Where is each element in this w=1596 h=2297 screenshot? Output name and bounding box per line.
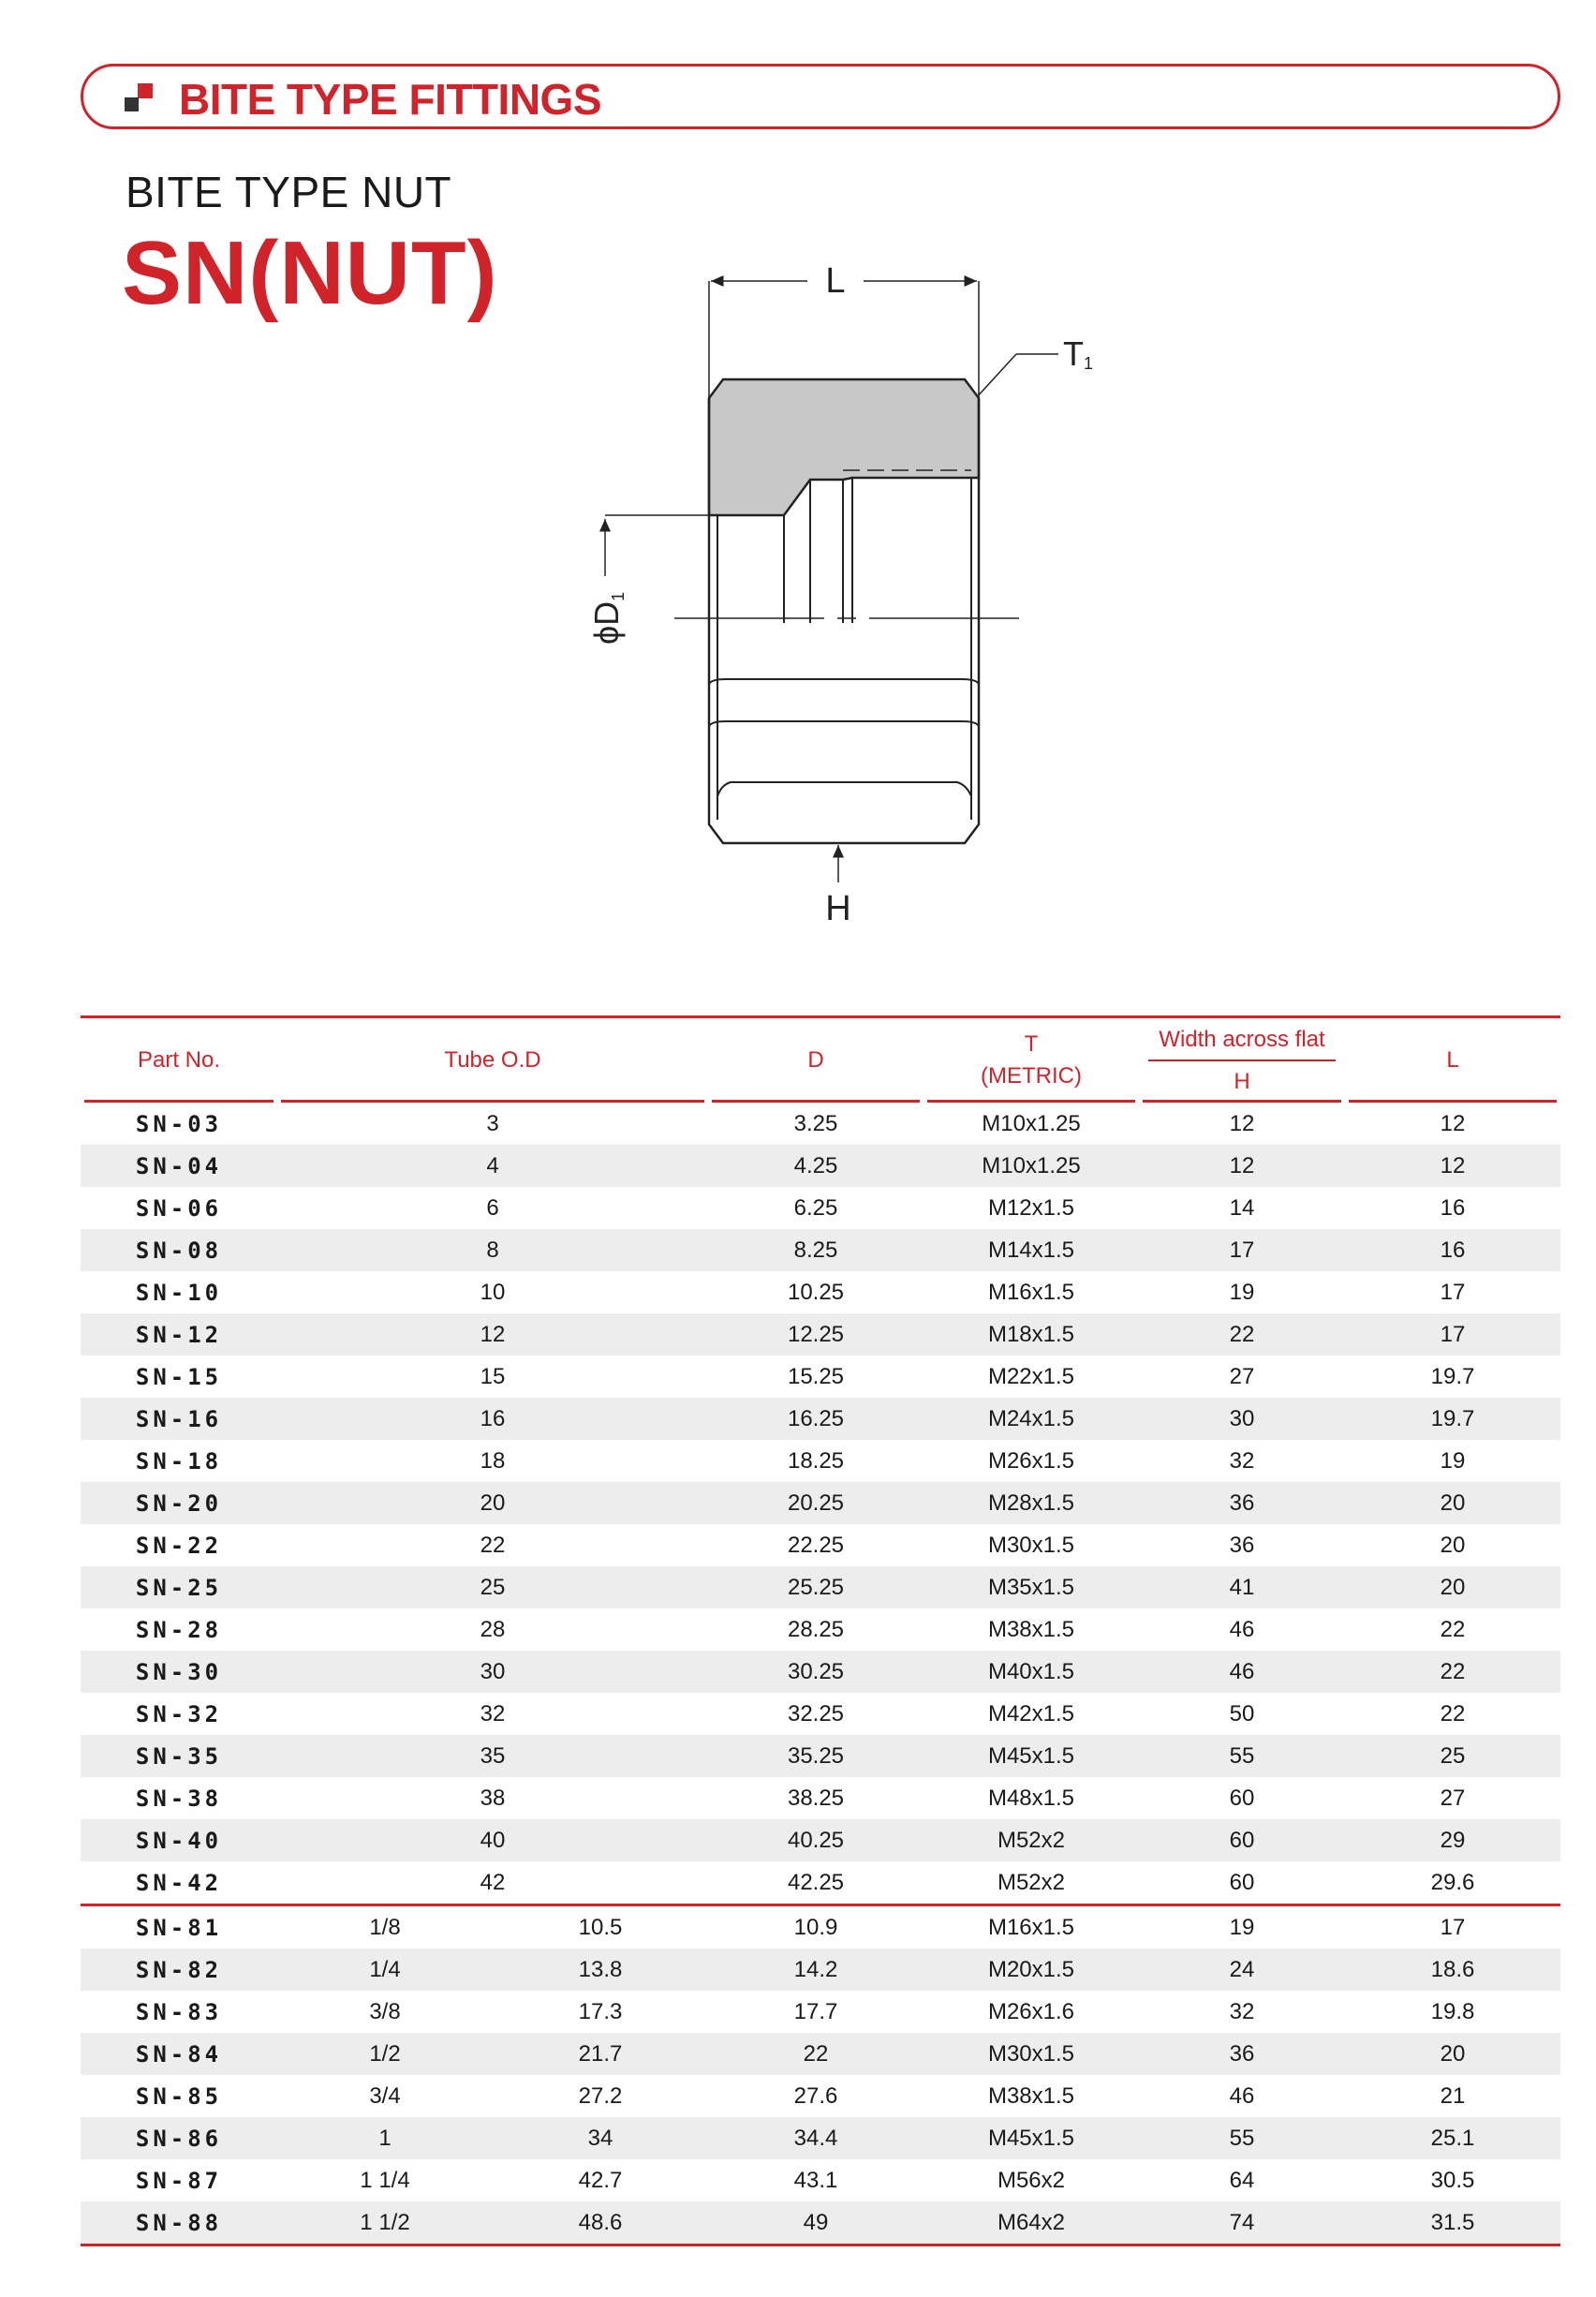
table-cell: 49 xyxy=(708,2201,924,2244)
table-cell: 22 xyxy=(1440,1616,1466,1642)
dim-label-d xyxy=(587,592,628,645)
table-cell: 60 xyxy=(1229,1785,1255,1811)
table-cell: 55 xyxy=(1139,1735,1345,1777)
table-cell: SN-40 xyxy=(81,1819,277,1861)
table-cell: 24 xyxy=(1139,1949,1345,1991)
table-cell: 30.5 xyxy=(1430,2167,1475,2193)
table-cell: 3/8 xyxy=(369,1998,401,2024)
table-cell: SN-82 xyxy=(81,1949,277,1991)
table-cell: 15 xyxy=(480,1363,506,1389)
table-cell: 10 xyxy=(480,1279,506,1305)
table-cell: M45x1.5 xyxy=(924,2117,1139,2159)
table-cell: 15.25 xyxy=(787,1363,845,1389)
table-row xyxy=(81,1819,1560,1861)
table-cell: 12 xyxy=(1139,1145,1345,1187)
table-cell: M24x1.5 xyxy=(924,1398,1139,1440)
table-row xyxy=(81,1735,1560,1777)
table-cell: 20 xyxy=(1440,1532,1466,1558)
dim-label-t-sub: 1 xyxy=(1084,354,1094,373)
table-cell: 64 xyxy=(1229,2167,1255,2193)
table-cell: 20 xyxy=(1345,2033,1560,2075)
table-cell: 31.5 xyxy=(1345,2201,1560,2244)
table-cell: 46 xyxy=(1229,2082,1255,2109)
table-cell: 38.25 xyxy=(787,1785,845,1811)
table-row xyxy=(81,1271,1560,1313)
table-cell: 1 1/2 xyxy=(277,2201,493,2244)
table-cell: 60 xyxy=(1229,1869,1255,1895)
table-cell: 3 xyxy=(486,1110,499,1136)
table-cell: 32 xyxy=(480,1700,506,1726)
spec-table-wrapper xyxy=(81,1015,1560,2246)
table-cell: 12.25 xyxy=(708,1313,924,1356)
table-cell: 10.25 xyxy=(787,1279,845,1305)
table-cell: 32 xyxy=(1229,1447,1255,1474)
product-title: SN(NUT) xyxy=(122,223,498,323)
table-cell: 1 xyxy=(277,2117,493,2159)
table-cell: SN-18 xyxy=(135,1447,223,1475)
table-cell: 16 xyxy=(1440,1194,1466,1221)
table-cell: SN-10 xyxy=(135,1279,223,1306)
table-cell: 8 xyxy=(277,1229,708,1271)
table-cell: SN-03 xyxy=(135,1110,223,1137)
col-header-tube-od: Tube O.D xyxy=(277,1015,708,1103)
table-cell: 3.25 xyxy=(793,1110,838,1136)
table-cell: 27 xyxy=(1229,1363,1255,1389)
table-cell: 16 xyxy=(277,1398,708,1440)
table-cell: SN-20 xyxy=(81,1482,277,1524)
table-cell: M10x1.25 xyxy=(982,1110,1081,1136)
table-cell: 32 xyxy=(1229,1998,1255,2024)
table-cell: 4 xyxy=(277,1145,708,1187)
table-cell: 34.4 xyxy=(708,2117,924,2159)
table-row xyxy=(81,1608,1560,1651)
table-cell: 18.25 xyxy=(787,1447,845,1474)
table-cell: M10x1.25 xyxy=(924,1145,1139,1187)
section-banner xyxy=(81,64,1560,129)
table-cell: M22x1.5 xyxy=(987,1363,1075,1389)
table-cell: 10.9 xyxy=(708,1904,924,1949)
table-cell: 16.25 xyxy=(708,1398,924,1440)
table-cell: 14.2 xyxy=(708,1949,924,1991)
table-cell: 46 xyxy=(1229,1616,1255,1642)
table-row xyxy=(81,2033,1560,2075)
table-cell: SN-30 xyxy=(81,1651,277,1693)
table-bottom-rule xyxy=(81,2244,1560,2246)
table-row xyxy=(81,1313,1560,1356)
table-cell: 40 xyxy=(277,1819,708,1861)
table-row xyxy=(81,2117,1560,2159)
table-cell: 25 xyxy=(277,1566,708,1608)
table-cell: 17.7 xyxy=(793,1998,838,2024)
table-row xyxy=(81,1991,1560,2033)
table-cell: SN-86 xyxy=(81,2117,277,2159)
table-cell: M12x1.5 xyxy=(987,1194,1075,1221)
table-cell: SN-28 xyxy=(135,1616,223,1643)
table-cell: 43.1 xyxy=(793,2167,838,2193)
table-cell: 38 xyxy=(480,1785,506,1811)
table-cell: 20 xyxy=(1345,1482,1560,1524)
table-cell: M38x1.5 xyxy=(987,1616,1075,1642)
table-cell: SN-87 xyxy=(135,2167,223,2194)
table-cell: 27.6 xyxy=(793,2082,838,2109)
table-cell: 30 xyxy=(277,1651,708,1693)
table-row xyxy=(81,1949,1560,1991)
table-cell: 50 xyxy=(1229,1700,1255,1726)
table-row xyxy=(81,1229,1560,1271)
table-cell: M38x1.5 xyxy=(987,2082,1075,2109)
table-row xyxy=(81,1777,1560,1819)
table-cell: 20 xyxy=(277,1482,708,1524)
table-cell: SN-42 xyxy=(135,1869,223,1896)
table-row xyxy=(81,1398,1560,1440)
col-header-l: L xyxy=(1345,1015,1560,1103)
table-row xyxy=(81,1693,1560,1735)
table-cell: 19.7 xyxy=(1430,1363,1475,1389)
table-cell: M20x1.5 xyxy=(924,1949,1139,1991)
table-cell: 17 xyxy=(1440,1279,1466,1305)
spec-table xyxy=(81,1015,1560,2244)
table-cell: M52x2 xyxy=(997,1869,1066,1895)
table-cell: 35 xyxy=(277,1735,708,1777)
table-cell: SN-06 xyxy=(135,1194,223,1222)
table-row xyxy=(81,1482,1560,1524)
table-cell: 27 xyxy=(1440,1785,1466,1811)
table-cell: 22 xyxy=(1440,1700,1466,1726)
table-cell: 28 xyxy=(480,1616,506,1642)
table-cell: SN-88 xyxy=(81,2201,277,2244)
table-cell: 17 xyxy=(1345,1904,1560,1949)
table-cell: M28x1.5 xyxy=(924,1482,1139,1524)
table-cell: 19 xyxy=(1139,1904,1345,1949)
table-cell: 12 xyxy=(277,1313,708,1356)
table-cell: 35.25 xyxy=(708,1735,924,1777)
table-cell: SN-15 xyxy=(135,1363,223,1390)
table-row xyxy=(81,1566,1560,1608)
table-cell: 4.25 xyxy=(708,1145,924,1187)
col-header-h: H xyxy=(1139,1061,1345,1103)
banner-title: BITE TYPE FITTINGS xyxy=(179,75,602,124)
table-cell: M30x1.5 xyxy=(924,2033,1139,2075)
table-cell: 13.8 xyxy=(493,1949,708,1991)
table-cell: 21.7 xyxy=(493,2033,708,2075)
table-cell: SN-25 xyxy=(81,1566,277,1608)
table-cell: 19 xyxy=(1229,1279,1255,1305)
table-cell: 18 xyxy=(480,1447,506,1474)
table-cell: 18.6 xyxy=(1345,1949,1560,1991)
table-cell: 30.25 xyxy=(708,1651,924,1693)
table-cell: 17 xyxy=(1139,1229,1345,1271)
table-cell: 20 xyxy=(1345,1566,1560,1608)
col-header-d: D xyxy=(708,1015,924,1103)
table-row xyxy=(81,1904,1560,1949)
table-cell: SN-22 xyxy=(135,1532,223,1559)
table-cell: 55 xyxy=(1139,2117,1345,2159)
col-header-width-across-flat: Width across flat xyxy=(1139,1015,1345,1061)
table-cell: 29 xyxy=(1345,1819,1560,1861)
table-cell: 36 xyxy=(1139,2033,1345,2075)
table-cell: 22 xyxy=(1345,1651,1560,1693)
table-cell: 36 xyxy=(1139,1482,1345,1524)
table-cell: 12 xyxy=(1229,1110,1255,1136)
table-row xyxy=(81,1651,1560,1693)
table-cell: M18x1.5 xyxy=(924,1313,1139,1356)
table-row xyxy=(81,1356,1560,1398)
table-cell: M56x2 xyxy=(997,2167,1066,2193)
table-cell: SN-32 xyxy=(135,1700,223,1727)
table-cell: 12 xyxy=(1345,1145,1560,1187)
dim-label-l: L xyxy=(825,261,846,301)
table-cell: SN-84 xyxy=(81,2033,277,2075)
table-cell: 3/4 xyxy=(369,2082,401,2109)
dim-label-h: H xyxy=(825,889,851,928)
table-cell: 25.1 xyxy=(1345,2117,1560,2159)
table-cell: 10.5 xyxy=(493,1904,708,1949)
table-cell: M35x1.5 xyxy=(924,1566,1139,1608)
table-cell: 29.6 xyxy=(1430,1869,1475,1895)
table-row xyxy=(81,2201,1560,2244)
table-cell: M30x1.5 xyxy=(987,1532,1075,1558)
table-cell: 22 xyxy=(708,2033,924,2075)
table-cell: 14 xyxy=(1229,1194,1255,1221)
table-cell: SN-16 xyxy=(81,1398,277,1440)
table-cell: M45x1.5 xyxy=(924,1735,1139,1777)
table-cell: 42.25 xyxy=(787,1869,845,1895)
table-cell: 60 xyxy=(1139,1819,1345,1861)
table-cell: 1 1/4 xyxy=(360,2167,410,2193)
table-cell: M16x1.5 xyxy=(987,1279,1075,1305)
dim-label-t: T xyxy=(1063,334,1084,373)
col-header-part-no: Part No. xyxy=(81,1015,277,1103)
table-cell: M26x1.6 xyxy=(987,1998,1075,2024)
table-row xyxy=(81,1861,1560,1904)
table-cell: 25 xyxy=(1345,1735,1560,1777)
table-cell: 22 xyxy=(480,1532,506,1558)
col-header-t: T (METRIC) xyxy=(924,1015,1139,1103)
table-cell: 19.7 xyxy=(1345,1398,1560,1440)
table-cell: M40x1.5 xyxy=(924,1651,1139,1693)
table-cell: SN-38 xyxy=(135,1785,223,1812)
table-cell: SN-81 xyxy=(81,1904,277,1949)
table-cell: 17.3 xyxy=(578,1998,623,2024)
table-cell: M42x1.5 xyxy=(987,1700,1075,1726)
table-cell: 42.7 xyxy=(578,2167,623,2193)
table-row xyxy=(81,2075,1560,2117)
table-row xyxy=(81,1103,1560,1145)
table-row xyxy=(81,1524,1560,1566)
table-cell: 16 xyxy=(1345,1229,1560,1271)
table-cell: 21 xyxy=(1440,2082,1466,2109)
table-cell: 27.2 xyxy=(578,2082,623,2109)
table-cell: 6 xyxy=(486,1194,499,1221)
table-cell: 42 xyxy=(480,1869,506,1895)
table-cell: 17 xyxy=(1345,1313,1560,1356)
table-cell: M48x1.5 xyxy=(987,1785,1075,1811)
table-cell: M26x1.5 xyxy=(987,1447,1075,1474)
table-cell: M14x1.5 xyxy=(924,1229,1139,1271)
table-cell: 74 xyxy=(1139,2201,1345,2244)
table-row xyxy=(81,1145,1560,1187)
table-cell: 1/8 xyxy=(277,1904,493,1949)
product-subtitle: BITE TYPE NUT xyxy=(126,168,452,216)
table-cell: 19 xyxy=(1440,1447,1466,1474)
table-cell: SN-85 xyxy=(135,2082,223,2110)
table-cell: 25.25 xyxy=(708,1566,924,1608)
technical-drawing xyxy=(562,253,1124,946)
table-cell: SN-12 xyxy=(81,1313,277,1356)
table-cell: 19.8 xyxy=(1430,1998,1475,2024)
table-cell: 1/4 xyxy=(277,1949,493,1991)
table-cell: SN-04 xyxy=(81,1145,277,1187)
table-cell: M16x1.5 xyxy=(924,1904,1139,1949)
table-cell: SN-08 xyxy=(81,1229,277,1271)
table-cell: SN-35 xyxy=(81,1735,277,1777)
table-row xyxy=(81,1440,1560,1482)
table-cell: 40.25 xyxy=(708,1819,924,1861)
table-cell: M64x2 xyxy=(924,2201,1139,2244)
table-cell: 32.25 xyxy=(787,1700,845,1726)
table-cell: 20.25 xyxy=(708,1482,924,1524)
table-cell: 36 xyxy=(1229,1532,1255,1558)
table-cell: M52x2 xyxy=(924,1819,1139,1861)
table-cell: 1/2 xyxy=(277,2033,493,2075)
table-cell: 30 xyxy=(1139,1398,1345,1440)
table-cell: 28.25 xyxy=(787,1616,845,1642)
brand-logo-icon xyxy=(125,83,156,115)
dim-label-d-sub: 1 xyxy=(609,591,628,601)
table-cell: 8.25 xyxy=(708,1229,924,1271)
table-cell: 6.25 xyxy=(793,1194,838,1221)
table-cell: 48.6 xyxy=(493,2201,708,2244)
dim-label-d-main: ϕD xyxy=(587,600,626,645)
table-cell: 34 xyxy=(493,2117,708,2159)
table-row xyxy=(81,1187,1560,1229)
table-cell: 12 xyxy=(1440,1110,1466,1136)
table-cell: 46 xyxy=(1139,1651,1345,1693)
table-row xyxy=(81,2159,1560,2201)
table-cell: 41 xyxy=(1139,1566,1345,1608)
table-cell: 22.25 xyxy=(787,1532,845,1558)
table-cell: SN-83 xyxy=(135,1998,223,2025)
table-cell: 22 xyxy=(1139,1313,1345,1356)
